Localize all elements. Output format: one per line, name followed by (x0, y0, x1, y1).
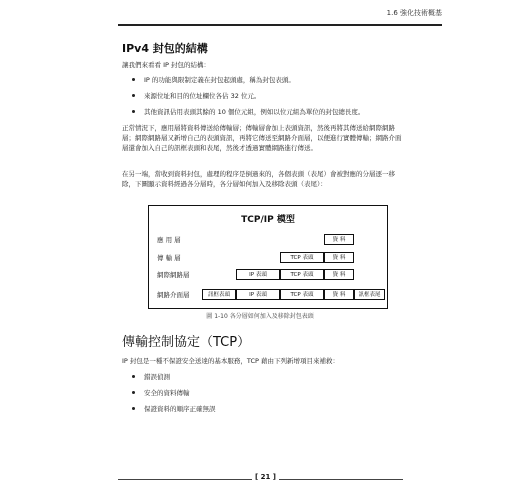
tcp-bullet-list (130, 371, 410, 419)
paragraph-encapsulation: 正常情況下，應用層將資料傳送給傳輸層；傳輸層會加上表頭資訊，然後再將其傳送給網際網路層；網際網路層又新增自己的表頭資訊，再將它傳送至網路介面層，以便進行實體傳輸；網路介面層還會加入自己的訊框表頭和表尾，然後才透過實體網路進行傳送。 (122, 124, 402, 152)
list-item: 安全的資料傳輸 (130, 387, 410, 403)
data-cell: 資 料 (324, 269, 354, 280)
frame-header-cell: 訊框表頭 (202, 289, 236, 300)
layer-label-network-interface: 網路介面層 (157, 291, 190, 299)
tcp-header-cell: TCP 表頭 (280, 289, 324, 300)
layer-label-transport: 傳 輸 層 (157, 254, 181, 262)
layer-label-application: 應 用 層 (157, 236, 181, 244)
list-item: 來源位址和目的位址欄位各佔 32 位元。 (130, 90, 410, 106)
diagram-title: TCP/IP 模型 (241, 215, 295, 225)
section-intro: 讓我們來看看 IP 封包的結構： (122, 61, 210, 69)
data-cell: 資 料 (324, 289, 354, 300)
ip-bullet-list (130, 74, 410, 122)
frame-trailer-cell: 訊框表尾 (354, 289, 385, 300)
footer-rule-right (279, 479, 403, 480)
ip-header-cell: IP 表頭 (236, 289, 280, 300)
ip-header-cell: IP 表頭 (236, 269, 280, 280)
header-rule (118, 24, 442, 26)
page-number: [ 21 ] (254, 473, 276, 481)
list-item: 其他資訊佔用表頭其餘的 10 個位元組，例如以位元組為單位的封包總長度。 (130, 106, 410, 122)
tcp-header-cell: TCP 表頭 (280, 252, 324, 263)
list-item: 錯誤偵測 (130, 371, 410, 387)
figure-caption: 圖 1-10 各分層如何加入及移除封包表頭 (206, 313, 314, 320)
layer-label-internet: 網際網路層 (157, 271, 190, 279)
list-item: IP 的功能與限制定義在封包起頭處，稱為封包表頭。 (130, 74, 410, 90)
running-head: 1.6 強化技術概基 (386, 9, 442, 17)
data-cell: 資 料 (324, 252, 354, 263)
tcp-intro: IP 封包是一種不保證安全送達的基本服務，TCP 藉由下列新增項目來補救： (122, 357, 340, 365)
section-title: IPv4 封包的結構 (122, 42, 208, 55)
data-cell: 資 料 (324, 234, 354, 245)
list-item: 保證資料的順序正確無誤 (130, 403, 410, 419)
footer-rule-left (118, 479, 252, 480)
tcp-section-title: 傳輸控制協定（TCP） (122, 335, 251, 350)
paragraph-decapsulation: 在另一端，當收到資料封包，處理的程序是倒過來的，各個表頭（表尾）會被對應的分層逐一移除，下圖顯示資料經過各分層時，各分層如何加入及移除表頭（表尾）： (122, 170, 395, 188)
tcpip-model-diagram (148, 205, 388, 309)
tcp-header-cell: TCP 表頭 (280, 269, 324, 280)
